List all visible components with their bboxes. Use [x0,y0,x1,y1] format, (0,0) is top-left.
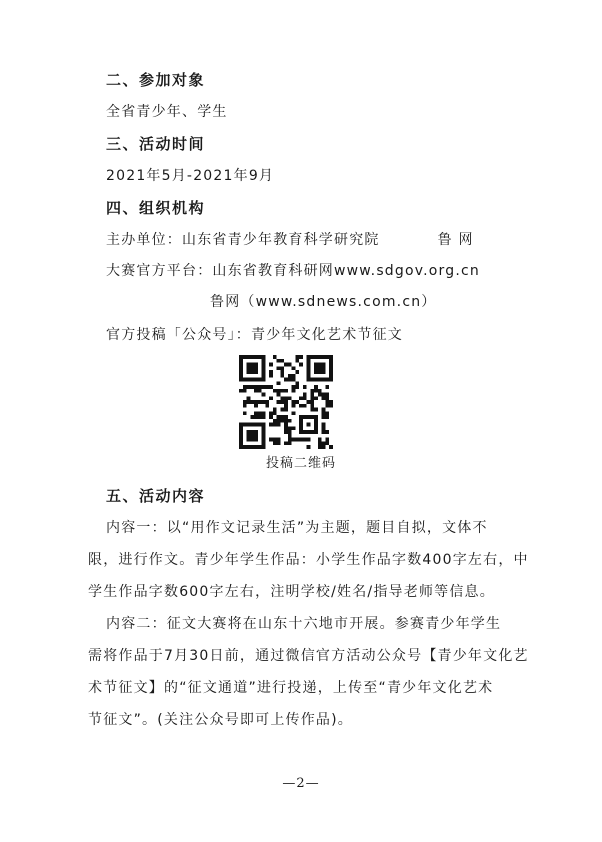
platform-line-2: 鲁网（www.sdnews.com.cn） [210,294,437,310]
section-heading-content: 五、活动内容 [106,487,206,505]
host-label: 主办单位：山东省青少年教育科学研究院 [106,232,380,248]
section-heading-participants: 二、参加对象 [106,71,206,89]
official-platform-line: 大赛官方平台：山东省教育科研网www.sdgov.org.cn [106,263,480,279]
content-one-line-1: 内容一：以“用作文记录生活”为主题，题目自拟，文体不 [106,520,488,536]
content-two-line-2: 需将作品于7月30日前，通过微信官方活动公众号【青少年文化艺 [88,648,529,664]
qr-code [239,355,333,449]
content-two-line-3: 术节征文】的“征文通道”进行投递，上传至“青少年文化艺术 [88,680,494,696]
section-heading-organization: 四、组织机构 [106,199,206,217]
submission-account-line: 官方投稿「公众号」：青少年文化艺术节征文 [106,327,403,343]
content-one-line-3: 学生作品字数600字左右，注明学校/姓名/指导老师等信息。 [88,584,495,600]
content-two-line-4: 节征文”。(关注公众号即可上传作品)。 [88,712,353,728]
host-line [106,230,474,250]
participants-text: 全省青少年、学生 [106,104,228,120]
content-one-line-2: 限，进行作文。青少年学生作品：小学生作品字数400字左右，中 [88,552,529,568]
qr-caption: 投稿二维码 [265,456,336,471]
time-text: 2021年5月-2021年9月 [106,168,275,184]
content-two-line-1: 内容二：征文大赛将在山东十六地市开展。参赛青少年学生 [106,616,502,632]
host-extra: 鲁 网 [437,232,474,248]
page-number: —2— [282,776,320,791]
section-heading-time: 三、活动时间 [106,135,206,153]
